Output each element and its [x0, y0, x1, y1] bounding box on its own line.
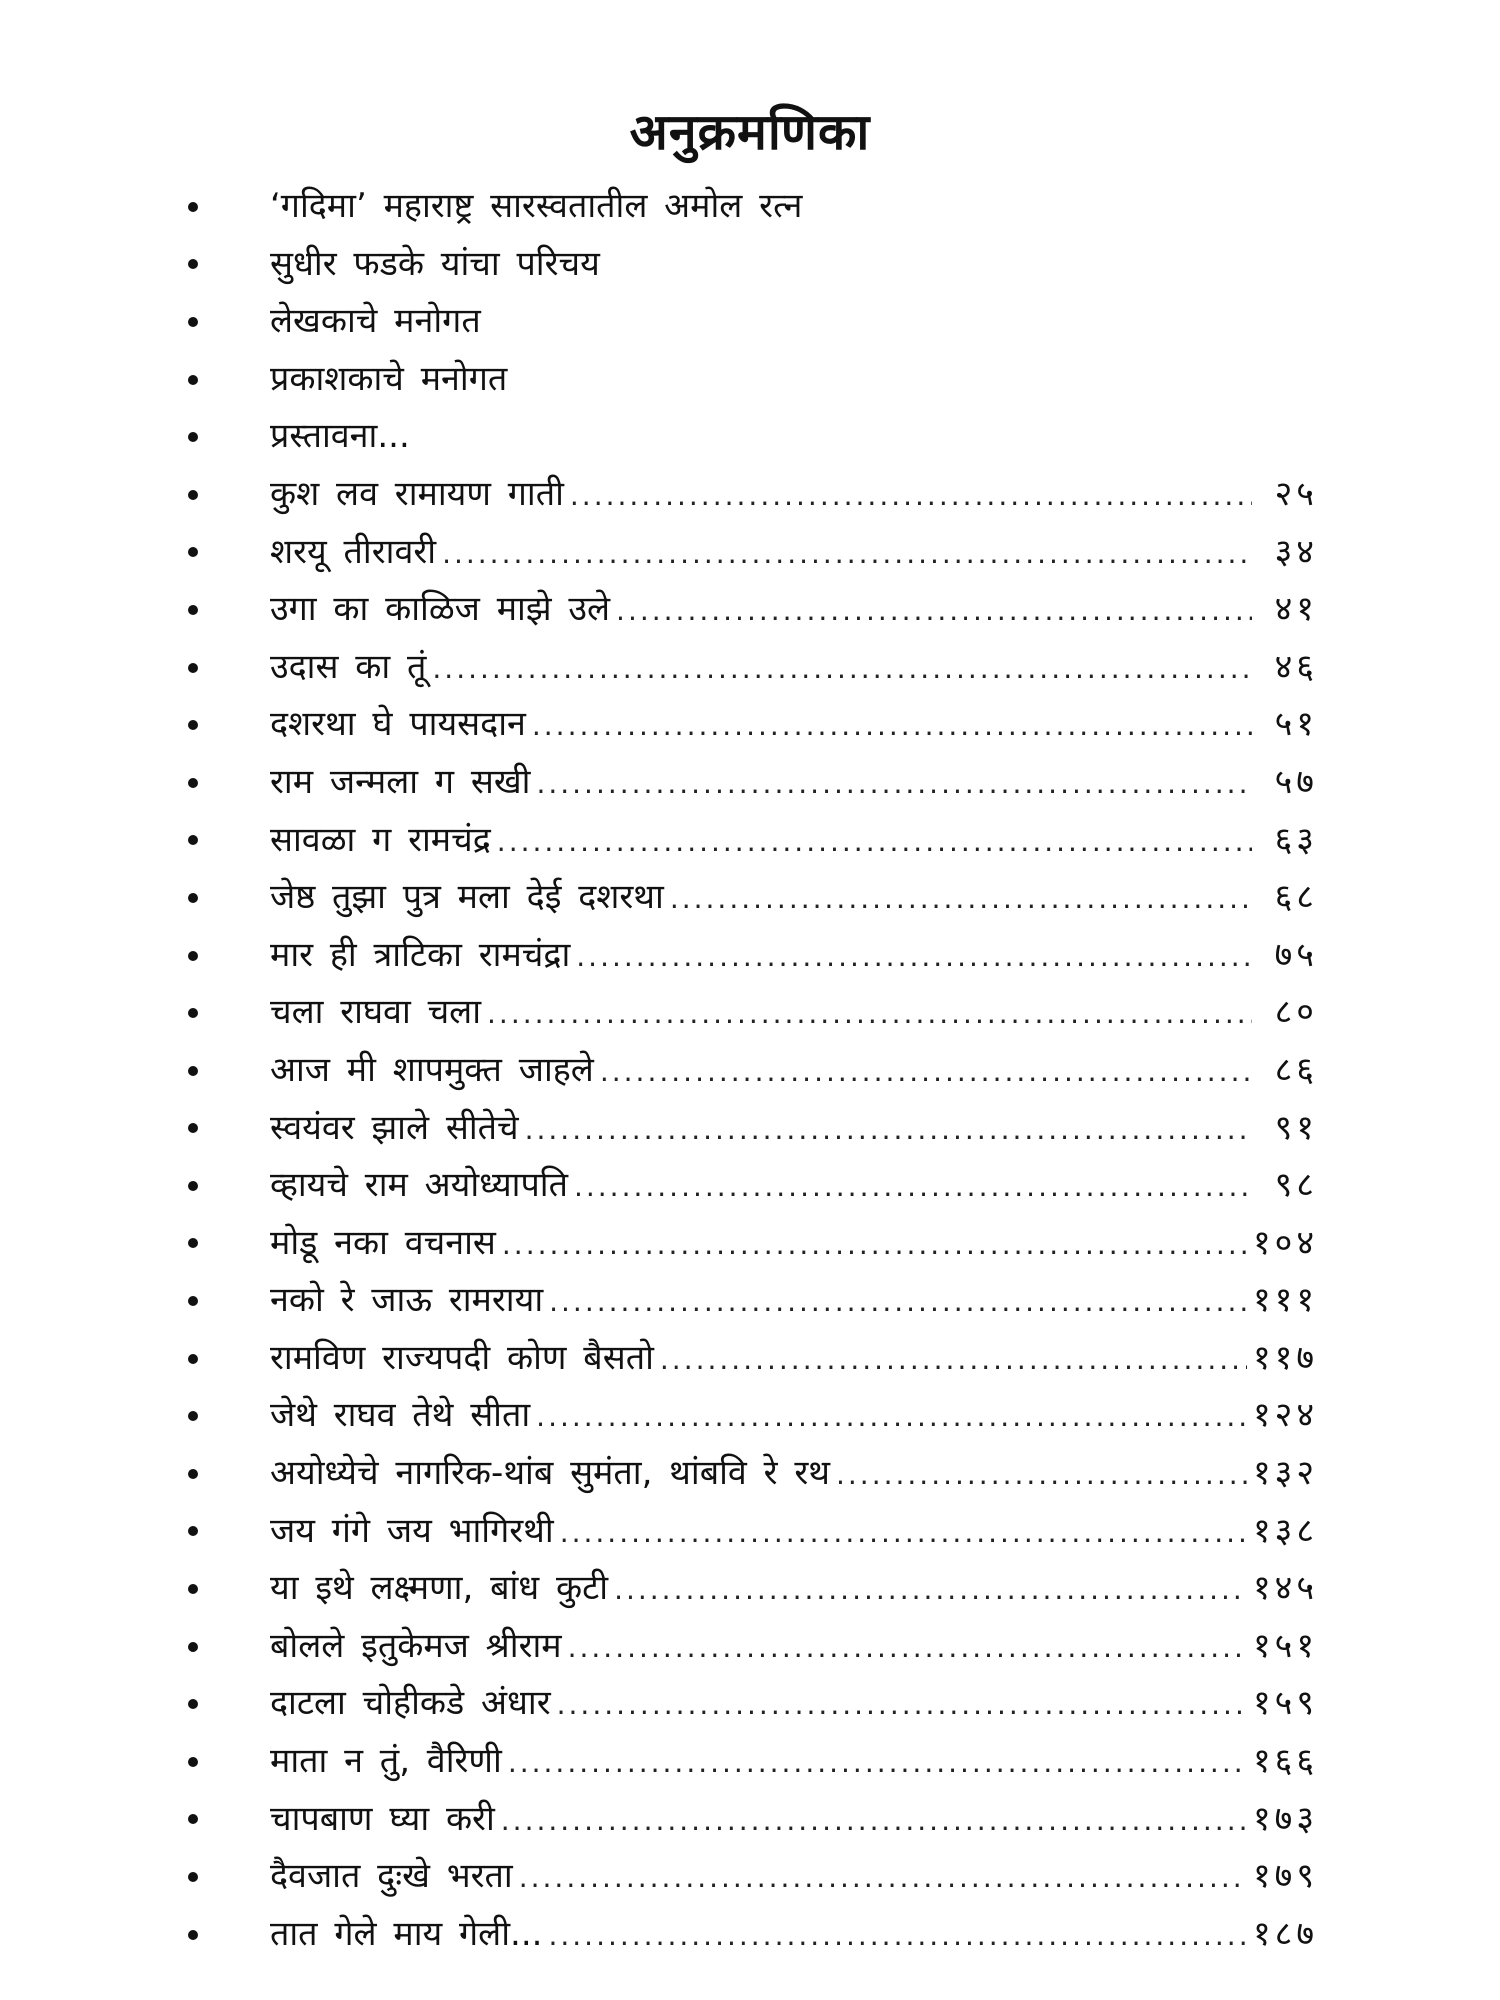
dot-leader [525, 1101, 1252, 1159]
toc-entry-page: १५१ [1252, 1625, 1318, 1666]
toc-entry [188, 754, 1318, 812]
toc-entry-page: १११ [1252, 1280, 1318, 1321]
dot-leader [519, 1849, 1247, 1907]
bullet-icon [188, 834, 210, 846]
bullet-icon [188, 316, 210, 328]
toc-entry-title: प्रस्तावना... [270, 416, 410, 457]
dot-leader [560, 1504, 1247, 1562]
toc-entry [188, 812, 1318, 870]
toc-entry-page: १४५ [1252, 1568, 1318, 1609]
bullet-icon [188, 1468, 210, 1480]
toc-entry-title: शरयू तीरावरी [270, 531, 437, 572]
toc-entry-title: सावळा ग रामचंद्र [270, 819, 491, 860]
toc-entry-title: चला राघवा चला [270, 992, 482, 1033]
bullet-icon [188, 604, 210, 616]
toc-entry-page: १०४ [1252, 1222, 1318, 1263]
toc-entry-page: १३२ [1252, 1453, 1318, 1494]
bullet-icon [188, 1065, 210, 1077]
toc-entry [188, 524, 1318, 582]
toc-entry-title: जेष्ठ तुझा पुत्र मला देई दशरथा [270, 877, 664, 918]
toc-entry [188, 351, 1318, 409]
toc-entry-page: ८० [1274, 992, 1318, 1033]
bullet-icon [188, 1583, 210, 1595]
toc-entry [188, 696, 1318, 754]
toc-entry-page: ६३ [1274, 819, 1318, 860]
toc-entry-title: मार ही त्राटिका रामचंद्रा [270, 934, 571, 975]
toc-entry-title: सुधीर फडके यांचा परिचय [270, 243, 600, 284]
bullet-icon [188, 777, 210, 789]
dot-leader [670, 870, 1252, 928]
dot-leader [508, 1734, 1247, 1792]
bullet-icon [188, 1353, 210, 1365]
bullet-icon [188, 1525, 210, 1537]
toc-entry-page: १२४ [1252, 1395, 1318, 1436]
toc-entry-page: २५ [1274, 473, 1318, 514]
dot-leader [536, 1388, 1247, 1446]
toc-entry-page: ५१ [1274, 704, 1318, 745]
bullet-icon [188, 950, 210, 962]
dot-leader [600, 1043, 1252, 1101]
toc-entry-page: १५९ [1252, 1683, 1318, 1724]
toc-entry-title: व्हायचे राम अयोध्यापति [270, 1165, 568, 1206]
toc-entry [188, 1618, 1318, 1676]
bullet-icon [188, 374, 210, 386]
toc-entry-title: रामविण राज्यपदी कोण बैसतो [270, 1337, 654, 1378]
dot-leader [497, 813, 1252, 871]
bullet-icon [188, 431, 210, 443]
toc-entry [188, 1848, 1318, 1906]
toc-entry-page: ९१ [1274, 1107, 1318, 1148]
bullet-icon [188, 1641, 210, 1653]
bullet-icon [188, 489, 210, 501]
toc-entry [188, 408, 1318, 466]
toc-entry [188, 1330, 1318, 1388]
dot-leader [502, 1216, 1247, 1274]
toc-entry-title: मोडू नका वचनास [270, 1222, 496, 1263]
bullet-icon [188, 1871, 210, 1883]
toc-entry-title: कुश लव रामायण गाती [270, 473, 564, 514]
toc-entry-page: ९८ [1274, 1165, 1318, 1206]
toc-entry [188, 293, 1318, 351]
bullet-icon [188, 1756, 210, 1768]
toc-entry [188, 869, 1318, 927]
toc-entry-title: माता न तुं, वैरिणी [270, 1741, 502, 1782]
dot-leader [568, 1619, 1247, 1677]
toc-entry-title: नको रे जाऊ रामराया [270, 1280, 544, 1321]
bullet-icon [188, 892, 210, 904]
toc-entry [188, 1560, 1318, 1618]
toc-entry [188, 1387, 1318, 1445]
bullet-icon [188, 1180, 210, 1192]
dot-leader [616, 582, 1252, 640]
toc-entry [188, 1157, 1318, 1215]
toc-entry [188, 1042, 1318, 1100]
toc-entry-title: राम जन्मला ग सखी [270, 761, 531, 802]
dot-leader [536, 755, 1252, 813]
toc-entry-title: उगा का काळिज माझे उले [270, 589, 611, 630]
toc-entry [188, 1733, 1318, 1791]
toc-entry-title: चापबाण घ्या करी [270, 1798, 495, 1839]
bullet-icon [188, 719, 210, 731]
toc-entry-title: दाटला चोहीकडे अंधार [270, 1683, 551, 1724]
table-of-contents [188, 178, 1318, 1963]
bullet-icon [188, 1410, 210, 1422]
toc-entry-title: स्वयंवर झाले सीतेचे [270, 1107, 519, 1148]
dot-leader [532, 697, 1252, 755]
toc-entry [188, 1906, 1318, 1964]
dot-leader [557, 1676, 1247, 1734]
page-title: अनुक्रमणिका [629, 102, 871, 161]
toc-entry [188, 984, 1318, 1042]
dot-leader [548, 1907, 1246, 1965]
toc-entry-page: १८७ [1252, 1913, 1318, 1954]
bullet-icon [188, 1929, 210, 1941]
dot-leader [549, 1273, 1247, 1331]
bullet-icon [188, 1698, 210, 1710]
bullet-icon [188, 1813, 210, 1825]
dot-leader [432, 640, 1252, 698]
toc-entry-title: अयोध्येचे नागरिक-थांब सुमंता, थांबवि रे रथ [270, 1453, 830, 1494]
toc-entry [188, 1100, 1318, 1158]
toc-entry-title: जय गंगे जय भागिरथी [270, 1510, 554, 1551]
toc-entry [188, 1215, 1318, 1273]
toc-entry [188, 581, 1318, 639]
toc-entry-page: ६८ [1274, 877, 1318, 918]
toc-entry-page: ४६ [1274, 646, 1318, 687]
toc-entry-title: बोलले इतुकेमज श्रीराम [270, 1625, 562, 1666]
toc-entry-title: या इथे लक्ष्मणा, बांध कुटी [270, 1568, 609, 1609]
toc-entry-page: ५७ [1274, 761, 1318, 802]
toc-entry [188, 1675, 1318, 1733]
dot-leader [576, 928, 1252, 986]
dot-leader [442, 525, 1252, 583]
toc-entry [188, 236, 1318, 294]
bullet-icon [188, 546, 210, 558]
toc-entry-page: ११७ [1252, 1337, 1318, 1378]
toc-entry-page: ७५ [1274, 934, 1318, 975]
dot-leader [487, 985, 1252, 1043]
dot-leader [570, 467, 1252, 525]
toc-entry-page: ३४ [1274, 531, 1318, 572]
bullet-icon [188, 1122, 210, 1134]
toc-entry-title: दशरथा घे पायसदान [270, 704, 526, 745]
toc-entry-page: १३८ [1252, 1510, 1318, 1551]
toc-entry-title: आज मी शापमुक्त जाहले [270, 1049, 594, 1090]
toc-entry-page: १७३ [1252, 1798, 1318, 1839]
dot-leader [501, 1792, 1247, 1850]
bullet-icon [188, 1295, 210, 1307]
dot-leader [574, 1158, 1252, 1216]
toc-entry-page: ८६ [1274, 1049, 1318, 1090]
toc-entry [188, 178, 1318, 236]
toc-entry-title: जेथे राघव तेथे सीता [270, 1395, 531, 1436]
toc-entry-title: प्रकाशकाचे मनोगत [270, 358, 508, 399]
toc-entry [188, 1503, 1318, 1561]
toc-entry-title: तात गेले माय गेली... [270, 1913, 543, 1954]
dot-leader [660, 1331, 1247, 1389]
bullet-icon [188, 662, 210, 674]
toc-entry [188, 927, 1318, 985]
bullet-icon [188, 258, 210, 270]
toc-entry [188, 1445, 1318, 1503]
toc-entry-title: दैवजात दुःखे भरता [270, 1856, 513, 1897]
toc-entry [188, 639, 1318, 697]
toc-entry-page: १६६ [1252, 1741, 1318, 1782]
toc-entry-title: ‘गदिमा’ महाराष्ट्र सारस्वतातील अमोल रत्न [270, 186, 803, 226]
toc-entry [188, 1791, 1318, 1849]
toc-entry [188, 466, 1318, 524]
bullet-icon [188, 1007, 210, 1019]
toc-entry-page: १७९ [1252, 1856, 1318, 1897]
toc-entry-title: लेखकाचे मनोगत [270, 301, 481, 342]
toc-entry-title: उदास का तूं [270, 646, 427, 687]
dot-leader [614, 1561, 1247, 1619]
dot-leader [836, 1446, 1247, 1504]
toc-entry-page: ४१ [1274, 589, 1318, 630]
bullet-icon [188, 1237, 210, 1249]
toc-entry [188, 1272, 1318, 1330]
bullet-icon [188, 201, 210, 213]
